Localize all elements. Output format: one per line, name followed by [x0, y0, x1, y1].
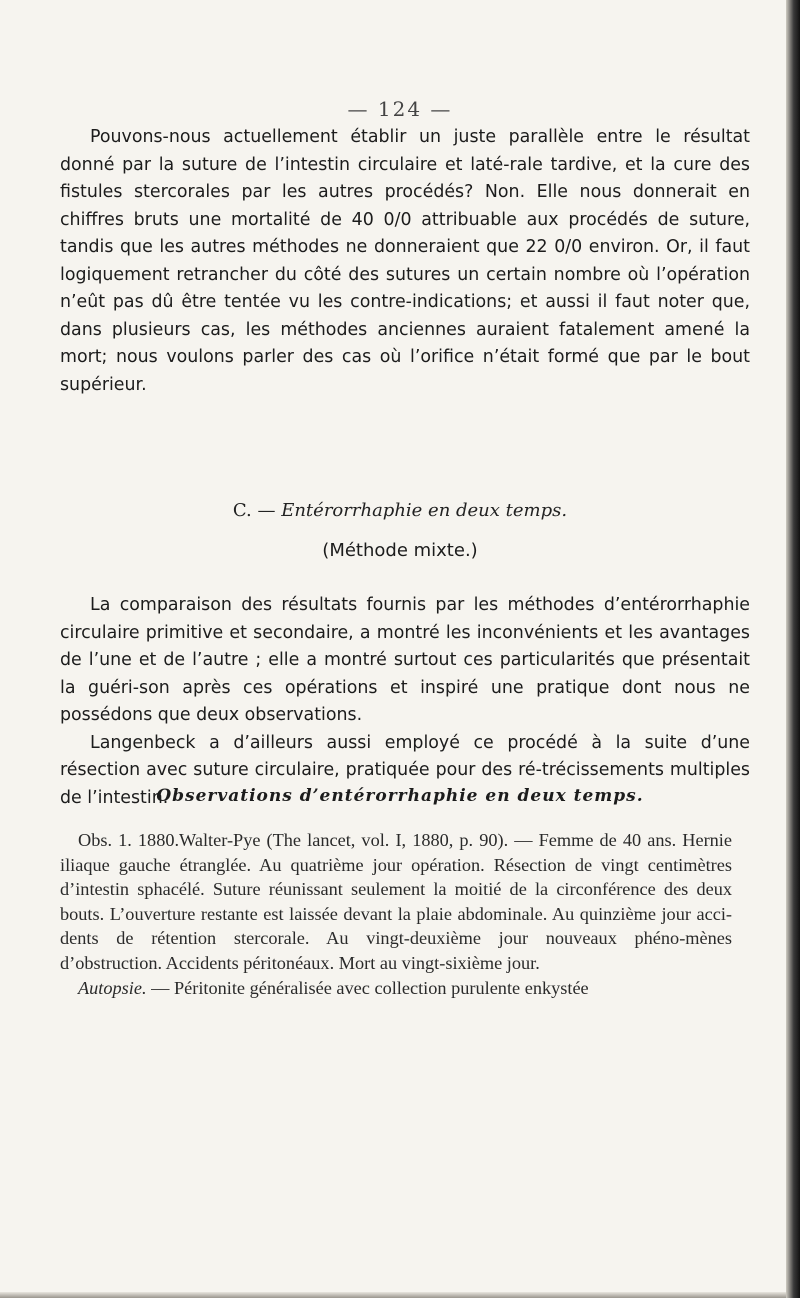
- paragraph: La comparaison des résultats fournis par les méthodes d’entérorrhaphie circulaire primitive et secondaire, a montré les inconvénients et les avantages de l’une et de l’autre ; elle a montré surtout ces particularités que présentait la guéri-son après ces opérations et inspiré une pratique dont nous ne possédons que deux observations.: [60, 595, 750, 725]
- section-title: [0, 500, 800, 521]
- observations-text: [60, 828, 732, 1000]
- page-bottom-edge: [0, 1292, 786, 1298]
- page-edge-shadow: [786, 0, 800, 1298]
- observations-heading: Observations d’entérorrhaphie en deux temps.: [156, 786, 644, 806]
- section-title-text: Entérorrhaphie en deux temps.: [281, 500, 568, 521]
- autopsy-text: — Péritonite généralisée avec collection purulente enkystée: [146, 977, 589, 998]
- section-subtitle: (Méthode mixte.): [322, 540, 478, 561]
- page-number: — 124 —: [347, 97, 453, 121]
- body-text-block-2: [60, 592, 750, 812]
- body-text-block-1: [60, 124, 750, 399]
- paragraph: Langenbeck a d’ailleurs aussi employé ce procédé à la suite d’une résection avec suture circulaire, pratiquée pour des ré-trécissements multiples de l’intestin.: [60, 732, 750, 808]
- autopsy-label: Autopsie.: [78, 977, 147, 998]
- autopsy-line: [60, 976, 732, 1001]
- section-letter: C. —: [232, 500, 276, 521]
- observation-1: Obs. 1. 1880.Walter-Pye (The lancet, vol. I, 1880, p. 90). — Femme de 40 ans. Hernie iliaque gauche étranglée. Au quatrième jour opération. Résection de vingt centimètres d’intestin sphacélé. Suture réunissant seulement la moitié de la circonférence des deux bouts. L’ouverture restante est laissée devant la plaie abdominale. Au quinzième jour acci-dents de rétention stercorale. Au vingt-deuxième jour nouveaux phéno-mènes d’obstruction. Accidents péritonéaux. Mort au vingt-sixième jour.: [60, 830, 732, 973]
- paragraph: Pouvons-nous actuellement établir un juste parallèle entre le résultat donné par la suture de l’intestin circulaire et laté-rale tardive, et la cure des fistules stercorales par les autres procédés? Non. Elle nous donnerait en chiffres bruts une mortalité de 40 0/0 attribuable aux procédés de suture, tandis que les autres méthodes ne donneraient que 22 0/0 environ. Or, il faut logiquement retrancher du côté des sutures un certain nombre où l’opération n’eût pas dû être tentée vu les contre-indications; et aussi il faut noter que, dans plusieurs cas, les méthodes anciennes auraient fatalement amené la mort; nous voulons parler des cas où l’orifice n’était formé que par le bout supérieur.: [60, 127, 750, 395]
